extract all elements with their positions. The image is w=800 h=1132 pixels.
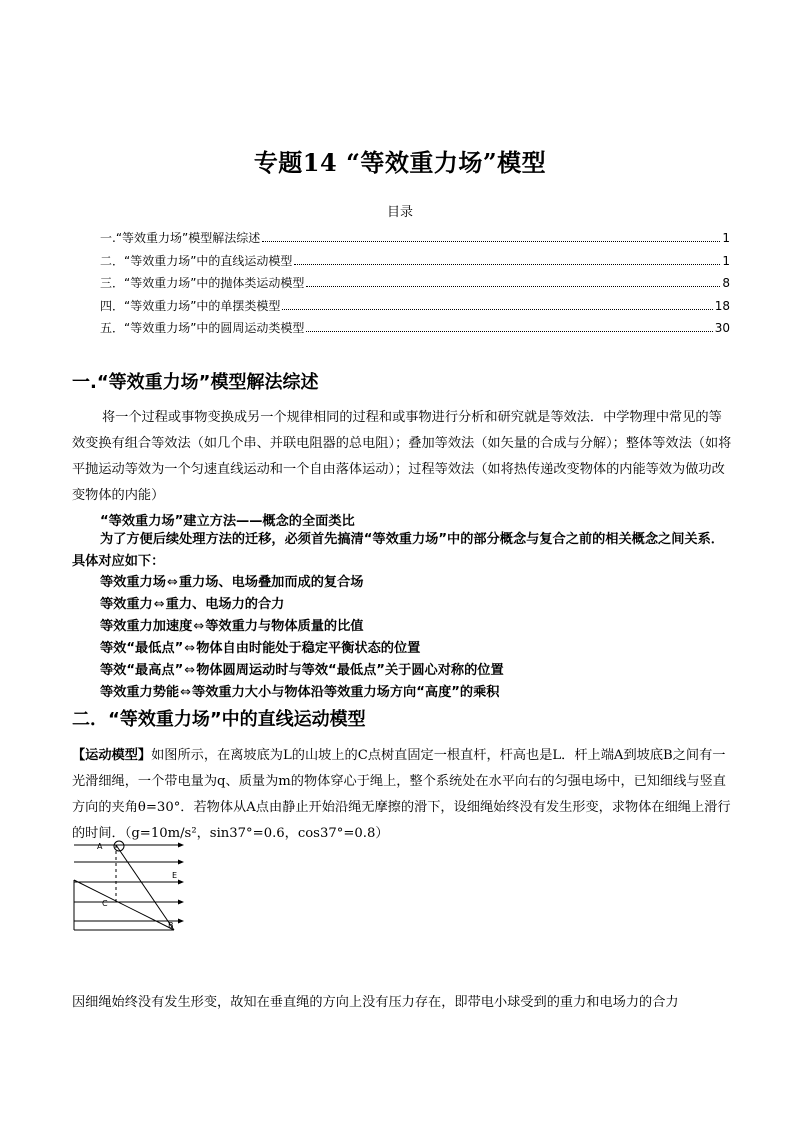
arrow-head-icon (178, 880, 184, 885)
correspondence-left: 等效“最低点” (100, 641, 184, 656)
toc-item[interactable] (100, 252, 730, 275)
toc-item-label: 一.“等效重力场”模型解法综述 (100, 231, 261, 245)
rope-line (116, 845, 174, 930)
correspondence-row (100, 681, 500, 700)
toc-item-page: 1 (722, 253, 730, 268)
toc-item[interactable] (100, 319, 730, 342)
toc-leader-dots (294, 264, 720, 265)
correspondence-left: 等效“最高点” (100, 663, 184, 678)
correspondence-row (100, 637, 420, 656)
toc-leader-dots (262, 241, 720, 242)
correspondence-left: 等效重力场 (100, 575, 166, 590)
toc-item[interactable] (100, 274, 730, 297)
toc-leader-dots (306, 331, 712, 332)
correspondence-right: 等效重力大小与物体沿等效重力场方向“高度”的乘积 (192, 685, 500, 700)
model-text: 如图所示，在离坡底为L的山坡上的C点树直固定一根直杆，杆高也是L．杆上端A到坡底B之间有一光滑细绳，一个带电量为q、质量为m的物体穿心于绳上，整个系统处在水平向右的匀强电场中，已知细线与竖直方向的夹角θ=30°．若物体从A点由静止开始沿绳无摩擦的滑下，设细绳始终没有发生形变，求物体在细绳上滑行的时间．（g=10m/s²，sin37°=0.6，cos37°=0.8） (72, 748, 731, 841)
model-label: 【运动模型】 (72, 748, 152, 763)
physics-figure (72, 838, 184, 934)
label-c: C (102, 899, 108, 908)
section-1-heading: 一.“等效重力场”模型解法综述 (72, 372, 319, 393)
correspondence-right: 重力场、电场叠加而成的复合场 (178, 575, 364, 590)
toc-item-label: 四．“等效重力场”中的单摆类模型 (100, 298, 281, 313)
method-text-content: 为了方便后续处理方法的迁移，必须首先搞清“等效重力场”中的部分概念与复合之前的相关概念之间关系．具体对应如下： (72, 532, 724, 569)
toc-item-page: 8 (722, 276, 730, 290)
toc-item-page: 1 (722, 231, 730, 245)
correspondence-left: 等效重力势能 (100, 685, 180, 700)
arrow-head-icon (178, 919, 184, 924)
toc-item[interactable] (100, 297, 730, 320)
arrow-head-icon (178, 860, 184, 865)
toc-item-label: 二．“等效重力场”中的直线运动模型 (100, 253, 293, 268)
double-arrow-icon: ⇔ (184, 641, 196, 656)
method-title: “等效重力场”建立方法——概念的全面类比 (100, 514, 355, 529)
arrow-head-icon (178, 843, 184, 848)
toc-item-page: 30 (714, 321, 730, 335)
label-e: E (172, 871, 178, 880)
toc-heading: 目录 (386, 205, 413, 220)
correspondence-right: 物体圆周运动时与等效“最低点”关于圆心对称的位置 (196, 663, 504, 678)
section-2-heading: 二．“等效重力场”中的直线运动模型 (72, 709, 366, 730)
page-title: 专题14 “等效重力场”模型 (253, 148, 547, 177)
solution-paragraph: 因细绳始终没有发生形变，故知在垂直绳的方向上没有压力存在，即带电小球受到的重力和电场力的合力 (72, 995, 679, 1010)
label-b: B (168, 921, 174, 930)
double-arrow-icon: ⇔ (166, 575, 178, 590)
correspondence-left: 等效重力加速度 (100, 619, 193, 634)
double-arrow-icon: ⇔ (180, 685, 192, 700)
double-arrow-icon: ⇔ (184, 663, 196, 678)
correspondence-right: 重力、电场力的合力 (165, 597, 285, 612)
correspondence-row (100, 615, 363, 634)
toc-item-page: 18 (714, 298, 730, 313)
toc-item-label: 五．“等效重力场”中的圆周运动类模型 (100, 321, 305, 335)
method-text (72, 529, 732, 573)
slope-surface (74, 880, 174, 930)
correspondence-left: 等效重力 (100, 597, 153, 612)
table-of-contents (100, 229, 730, 342)
correspondence-row (100, 571, 363, 590)
correspondence-row (100, 659, 504, 678)
toc-leader-dots (282, 309, 712, 310)
double-arrow-icon: ⇔ (193, 619, 205, 634)
model-paragraph (72, 743, 732, 847)
correspondence-right: 物体自由时能处于稳定平衡状态的位置 (196, 641, 421, 656)
double-arrow-icon: ⇔ (153, 597, 165, 612)
arrow-head-icon (178, 900, 184, 905)
section-1-paragraph: 将一个过程或事物变换成另一个规律相同的过程和或事物进行分析和研究就是等效法．中学物理中常见的等效变换有组合等效法（如几个串、并联电阻器的总电阻）；叠加等效法（如矢量的合成与分解）；整体等效法（如将平抛运动等效为一个匀速直线运动和一个自由落体运动）；过程等效法（如将热传递改变物体的内能等效为做功改变物体的内能） (72, 410, 732, 503)
correspondence-right: 等效重力与物体质量的比值 (205, 619, 364, 634)
label-a: A (97, 842, 103, 851)
correspondence-row (100, 593, 284, 612)
toc-leader-dots (306, 286, 720, 287)
toc-item[interactable] (100, 229, 730, 252)
toc-item-label: 三．“等效重力场”中的抛体类运动模型 (100, 276, 305, 290)
